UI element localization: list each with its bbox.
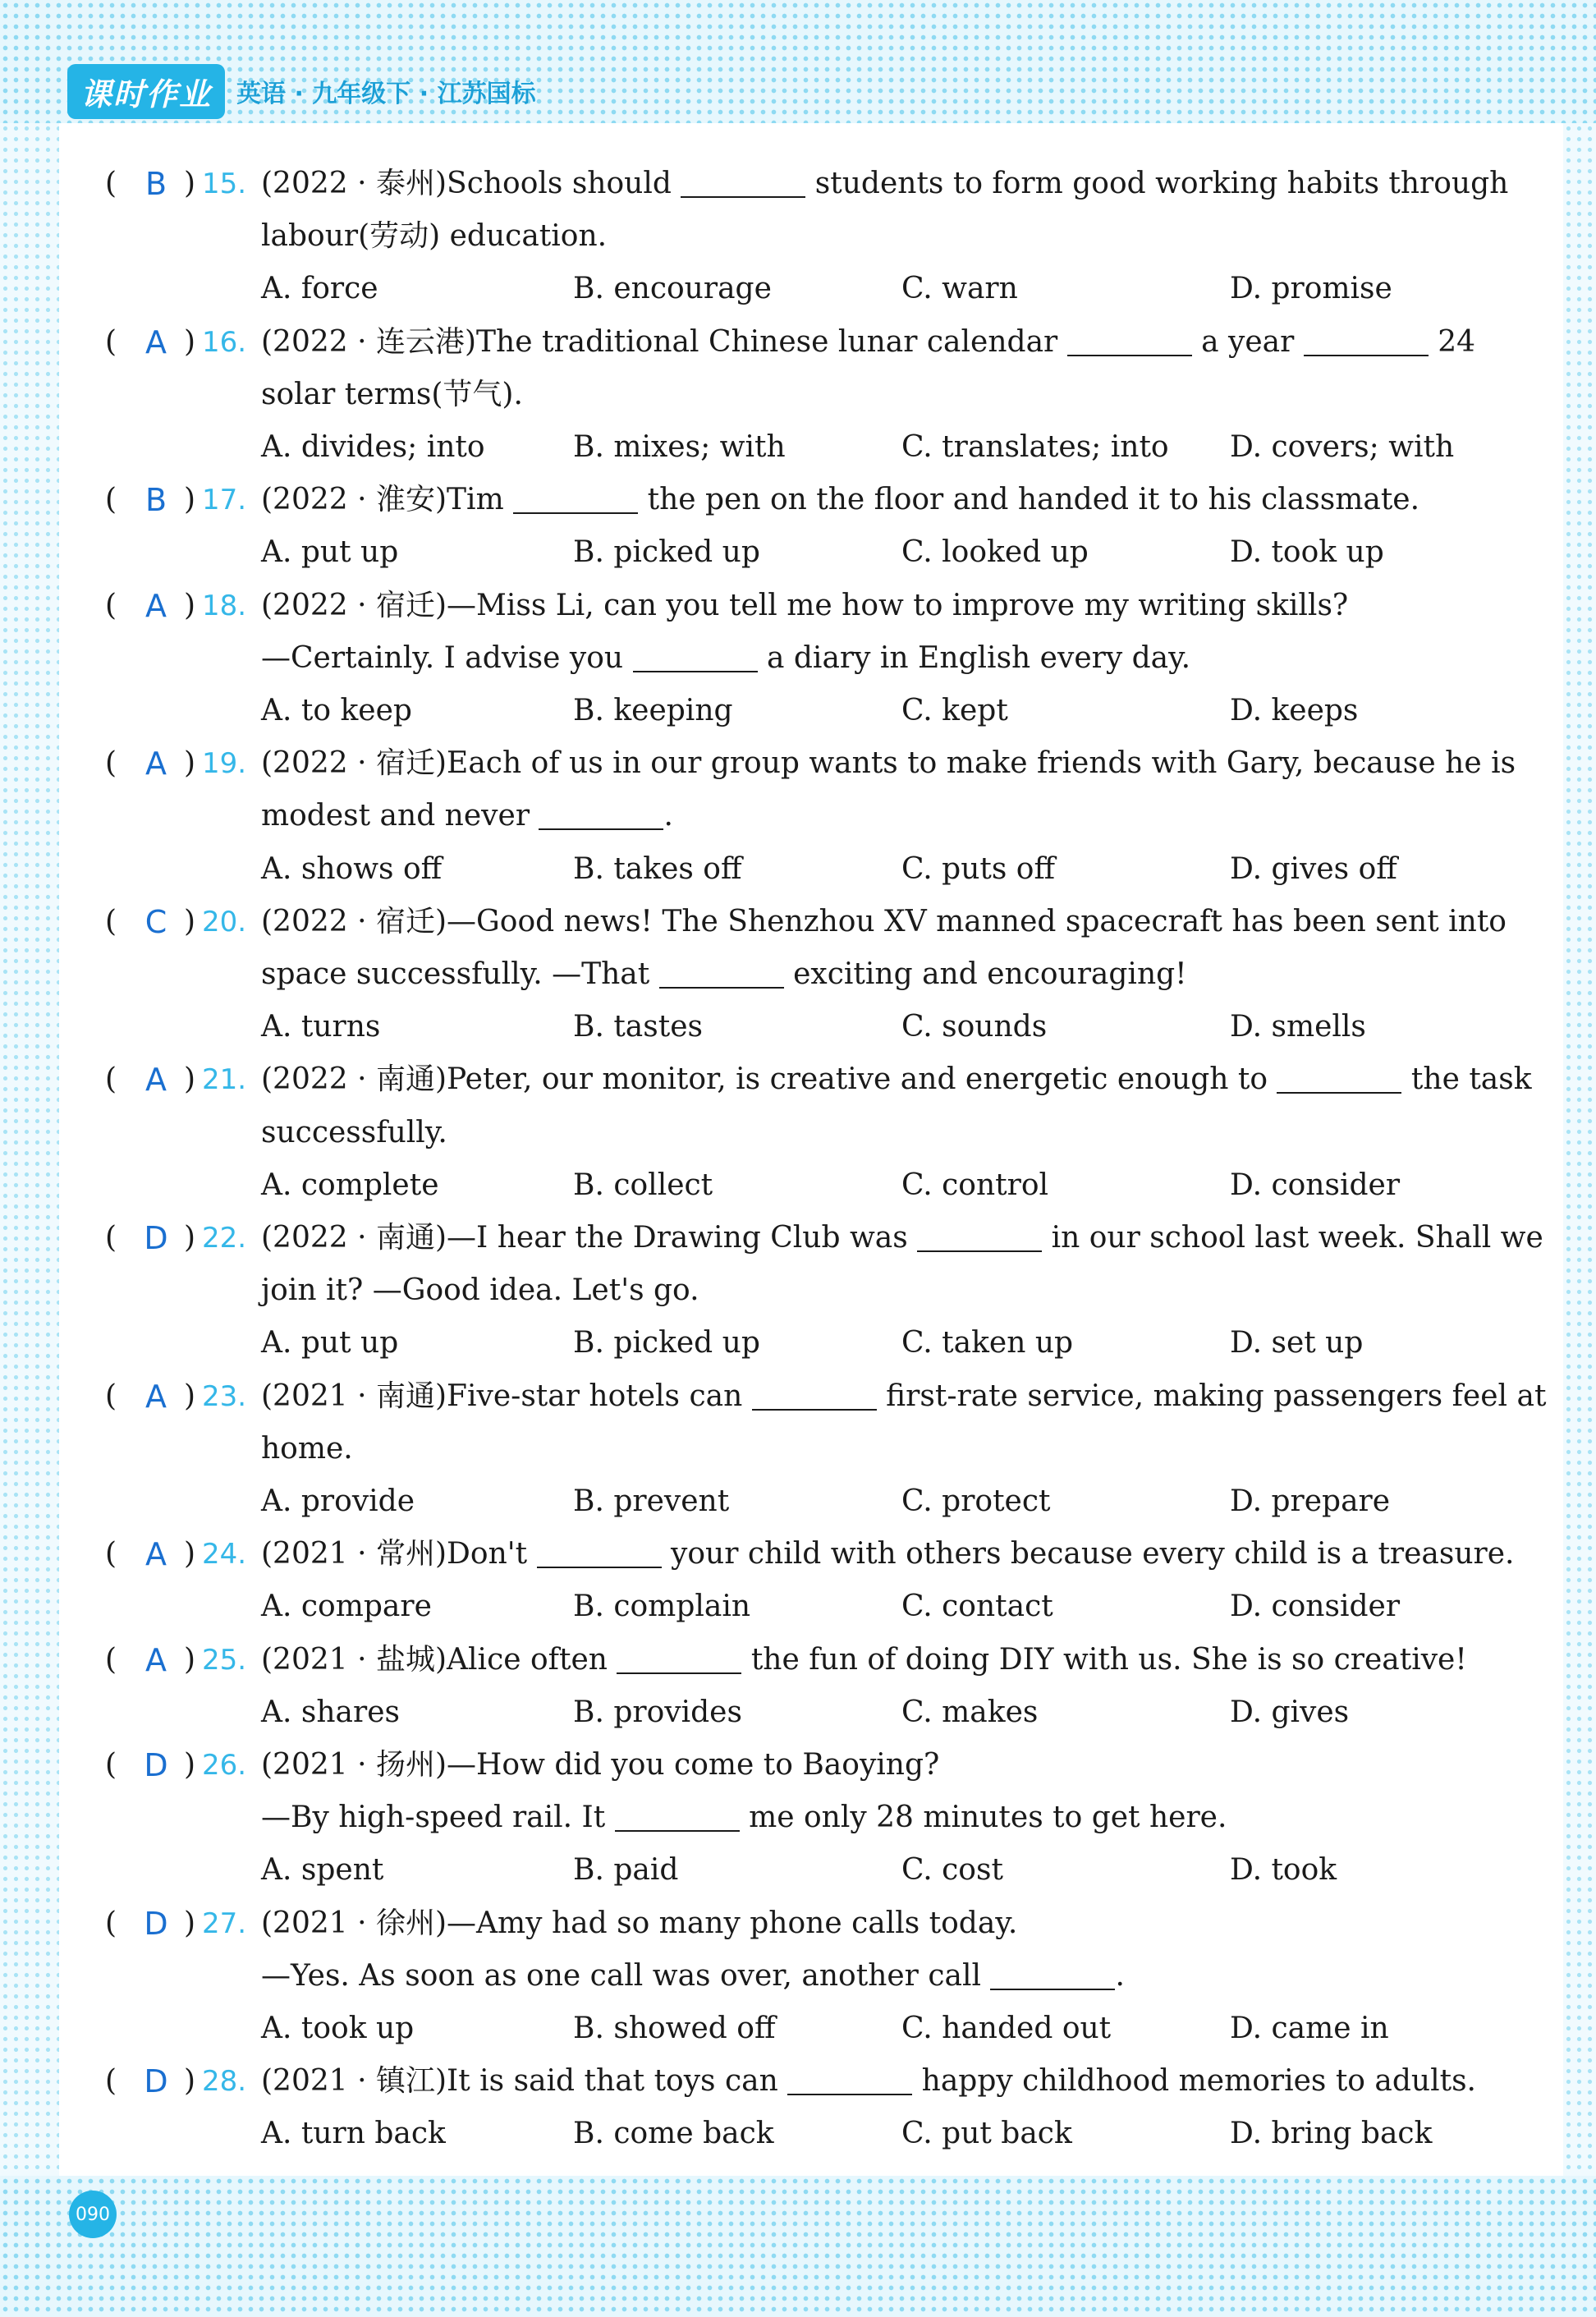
question-stem-continued: —Yes. As soon as one call was over, another call . [261, 1950, 1125, 2003]
option-d: D. covers; with [1230, 430, 1455, 464]
answer-paren-close: ) [184, 167, 196, 200]
filled-answer: A [145, 746, 167, 782]
question-stem-continued: labour(劳动) education. [261, 219, 608, 254]
answer-blank [787, 2061, 912, 2095]
question-number: 22. [202, 1222, 247, 1255]
option-a: A. provide [261, 1484, 415, 1518]
answer-paren-close: ) [184, 1379, 196, 1413]
option-row [0, 1475, 1596, 1528]
answer-paren-open: ( [105, 167, 117, 200]
option-d: D. took [1230, 1853, 1337, 1888]
filled-answer: D [144, 1905, 168, 1942]
question-stem-continued: solar terms(节气). [261, 377, 523, 411]
option-a: A. spent [261, 1853, 384, 1888]
option-a: A. to keep [261, 694, 412, 727]
answer-paren-open: ( [105, 1906, 117, 1940]
question-stem: (2022 · 宿迁)—Miss Li, can you tell me how to improve my writing skills? [261, 588, 1349, 622]
question-stem: (2021 · 盐城)Alice often the fun of doing DIY with us. She is so creative! [261, 1634, 1467, 1686]
option-c: C. puts off [901, 851, 1056, 886]
answer-paren-open: ( [105, 1221, 117, 1255]
option-c: C. put back [901, 2117, 1072, 2151]
question-number: 24. [202, 1538, 247, 1571]
option-c: C. makes [901, 1695, 1039, 1729]
option-c: C. control [901, 1168, 1049, 1202]
option-b: B. collect [573, 1168, 713, 1202]
filled-answer: A [145, 323, 167, 360]
option-b: B. provides [573, 1695, 742, 1729]
option-row [0, 843, 1596, 896]
answer-paren-open: ( [105, 2064, 117, 2099]
filled-answer: A [145, 1536, 167, 1573]
option-row [0, 1686, 1596, 1739]
option-d: D. smells [1230, 1010, 1366, 1044]
option-d: D. keeps [1230, 694, 1359, 727]
question-stem: (2021 · 南通)Five-star hotels can first-rate service, making passengers feel at [261, 1370, 1546, 1423]
question-stem-continued: —Certainly. I advise you a diary in English every day. [261, 632, 1190, 685]
option-d: D. consider [1230, 1590, 1401, 1624]
answer-blank [615, 1797, 740, 1832]
option-a: A. took up [261, 2012, 415, 2045]
filled-answer: A [145, 1062, 167, 1099]
option-d: D. came in [1230, 2012, 1389, 2045]
answer-blank [537, 1534, 662, 1568]
question-number: 15. [202, 167, 247, 200]
filled-answer: B [144, 482, 167, 519]
option-row [0, 2003, 1596, 2055]
answer-paren-open: ( [105, 1642, 117, 1677]
question-number: 18. [202, 589, 247, 622]
option-row [0, 1317, 1596, 1370]
answer-blank [752, 1376, 877, 1411]
option-row [0, 526, 1596, 579]
answer-blank [513, 479, 638, 514]
book-title: 英语 · 九年级下 · 江苏国标 [236, 80, 536, 108]
question-number: 20. [202, 905, 247, 938]
option-a: A. put up [261, 1326, 399, 1360]
question-stem-continued: modest and never . [261, 790, 673, 842]
option-c: C. taken up [901, 1326, 1074, 1360]
question-number: 23. [202, 1379, 247, 1413]
answer-paren-close: ) [184, 324, 196, 359]
option-c: C. looked up [901, 535, 1089, 570]
question-stem: (2022 · 南通)—I hear the Drawing Club was in our school last week. Shall we [261, 1212, 1543, 1264]
question-stem: (2021 · 扬州)—How did you come to Baoying? [261, 1748, 940, 1782]
option-row [0, 1159, 1596, 1212]
option-b: B. picked up [573, 1326, 760, 1360]
option-row [0, 1001, 1596, 1053]
filled-answer: A [145, 1641, 167, 1678]
answer-blank [617, 1640, 741, 1674]
question-stem-continued: —By high-speed rail. It me only 28 minutes to get here. [261, 1792, 1227, 1844]
answer-blank [1067, 322, 1192, 356]
option-a: A. turn back [261, 2117, 446, 2151]
answer-paren-close: ) [184, 904, 196, 938]
answer-paren-open: ( [105, 904, 117, 938]
option-b: B. takes off [573, 851, 742, 886]
option-b: B. keeping [573, 694, 733, 727]
answer-paren-close: ) [184, 1537, 196, 1571]
question-stem: (2021 · 徐州)—Amy had so many phone calls today. [261, 1906, 1018, 1940]
page-frame-bottom [0, 2176, 1596, 2317]
answer-blank [917, 1218, 1042, 1252]
answer-paren-close: ) [184, 1221, 196, 1255]
question-stem-continued: space successfully. —That exciting and encouraging! [261, 948, 1187, 1001]
option-a: A. divides; into [261, 430, 485, 464]
page-number: 090 [69, 2191, 117, 2238]
series-logo: 课时作业 [67, 64, 225, 119]
option-d: D. gives off [1230, 851, 1397, 886]
question-stem: (2022 · 宿迁)Each of us in our group wants to make friends with Gary, because he is [261, 746, 1516, 781]
question-stem-continued: home. [261, 1431, 353, 1466]
filled-answer: B [144, 166, 167, 202]
option-b: B. paid [573, 1853, 679, 1888]
option-row [0, 1844, 1596, 1897]
option-c: C. cost [901, 1853, 1003, 1888]
question-stem: (2021 · 常州)Don't your child with others because every child is a treasure. [261, 1528, 1515, 1581]
answer-paren-close: ) [184, 1642, 196, 1677]
option-d: D. bring back [1230, 2117, 1433, 2151]
option-c: C. protect [901, 1484, 1051, 1518]
question-number: 16. [202, 325, 247, 359]
answer-paren-close: ) [184, 588, 196, 622]
page-header [67, 64, 536, 118]
option-row [0, 685, 1596, 737]
option-d: D. promise [1230, 272, 1392, 306]
option-b: B. mixes; with [573, 430, 786, 464]
answer-blank [681, 163, 805, 198]
answer-paren-open: ( [105, 1379, 117, 1413]
answer-paren-close: ) [184, 746, 196, 781]
option-b: B. picked up [573, 535, 760, 570]
question-number: 17. [202, 484, 247, 517]
question-stem: (2022 · 泰州)Schools should students to form good working habits through [261, 158, 1508, 210]
question-stem: (2022 · 连云港)The traditional Chinese lunar calendar a year 24 [261, 316, 1475, 369]
question-stem: (2022 · 南通)Peter, our monitor, is creative and energetic enough to the task [261, 1053, 1532, 1106]
option-c: C. kept [901, 694, 1008, 727]
answer-paren-close: ) [184, 483, 196, 517]
option-c: C. contact [901, 1590, 1053, 1624]
option-c: C. warn [901, 272, 1018, 306]
question-number: 26. [202, 1749, 247, 1782]
question-stem: (2021 · 镇江)It is said that toys can happy childhood memories to adults. [261, 2055, 1476, 2108]
option-c: C. handed out [901, 2012, 1112, 2045]
answer-paren-open: ( [105, 1062, 117, 1097]
option-d: D. prepare [1230, 1484, 1391, 1518]
option-b: B. complain [573, 1590, 751, 1624]
option-d: D. consider [1230, 1168, 1401, 1202]
answer-paren-open: ( [105, 324, 117, 359]
question-number: 25. [202, 1643, 247, 1677]
answer-paren-close: ) [184, 1062, 196, 1097]
answer-blank [1277, 1059, 1401, 1094]
answer-paren-close: ) [184, 1748, 196, 1782]
option-a: A. force [261, 272, 378, 306]
option-a: A. compare [261, 1590, 432, 1624]
option-d: D. gives [1230, 1695, 1350, 1729]
answer-blank [990, 1956, 1115, 1990]
option-row [0, 2108, 1596, 2160]
option-b: B. come back [573, 2117, 774, 2151]
filled-answer: D [144, 1747, 168, 1783]
question-stem: (2022 · 淮安)Tim the pen on the floor and handed it to his classmate. [261, 474, 1419, 526]
option-a: A. shows off [261, 851, 443, 886]
answer-blank [1304, 322, 1429, 356]
question-stem-continued: successfully. [261, 1115, 447, 1149]
answer-paren-open: ( [105, 588, 117, 622]
filled-answer: A [145, 1378, 167, 1415]
option-row [0, 1581, 1596, 1633]
filled-answer: A [145, 587, 167, 624]
option-b: B. encourage [573, 272, 772, 306]
option-c: C. sounds [901, 1010, 1048, 1044]
option-b: B. prevent [573, 1484, 730, 1518]
question-number: 21. [202, 1063, 247, 1097]
answer-paren-open: ( [105, 483, 117, 517]
answer-paren-open: ( [105, 1748, 117, 1782]
option-a: A. shares [261, 1695, 400, 1729]
option-d: D. took up [1230, 535, 1384, 570]
option-b: B. tastes [573, 1010, 703, 1044]
question-number: 19. [202, 747, 247, 781]
question-stem: (2022 · 宿迁)—Good news! The Shenzhou XV manned spacecraft has been sent into [261, 904, 1507, 938]
filled-answer: D [144, 2063, 168, 2100]
filled-answer: C [144, 903, 167, 940]
answer-blank [539, 796, 663, 830]
answer-blank [659, 954, 784, 989]
option-a: A. turns [261, 1010, 381, 1044]
answer-paren-close: ) [184, 2064, 196, 2099]
option-d: D. set up [1230, 1326, 1364, 1360]
question-stem-continued: join it? —Good idea. Let's go. [261, 1273, 699, 1308]
option-a: A. put up [261, 535, 399, 570]
answer-paren-close: ) [184, 1906, 196, 1940]
option-c: C. translates; into [901, 430, 1169, 464]
option-b: B. showed off [573, 2012, 776, 2045]
question-number: 28. [202, 2065, 247, 2099]
answer-paren-open: ( [105, 746, 117, 781]
filled-answer: D [144, 1220, 168, 1256]
answer-paren-open: ( [105, 1537, 117, 1571]
question-number: 27. [202, 1906, 247, 1940]
option-row [0, 421, 1596, 474]
option-a: A. complete [261, 1168, 439, 1202]
answer-blank [633, 638, 758, 672]
option-row [0, 263, 1596, 315]
